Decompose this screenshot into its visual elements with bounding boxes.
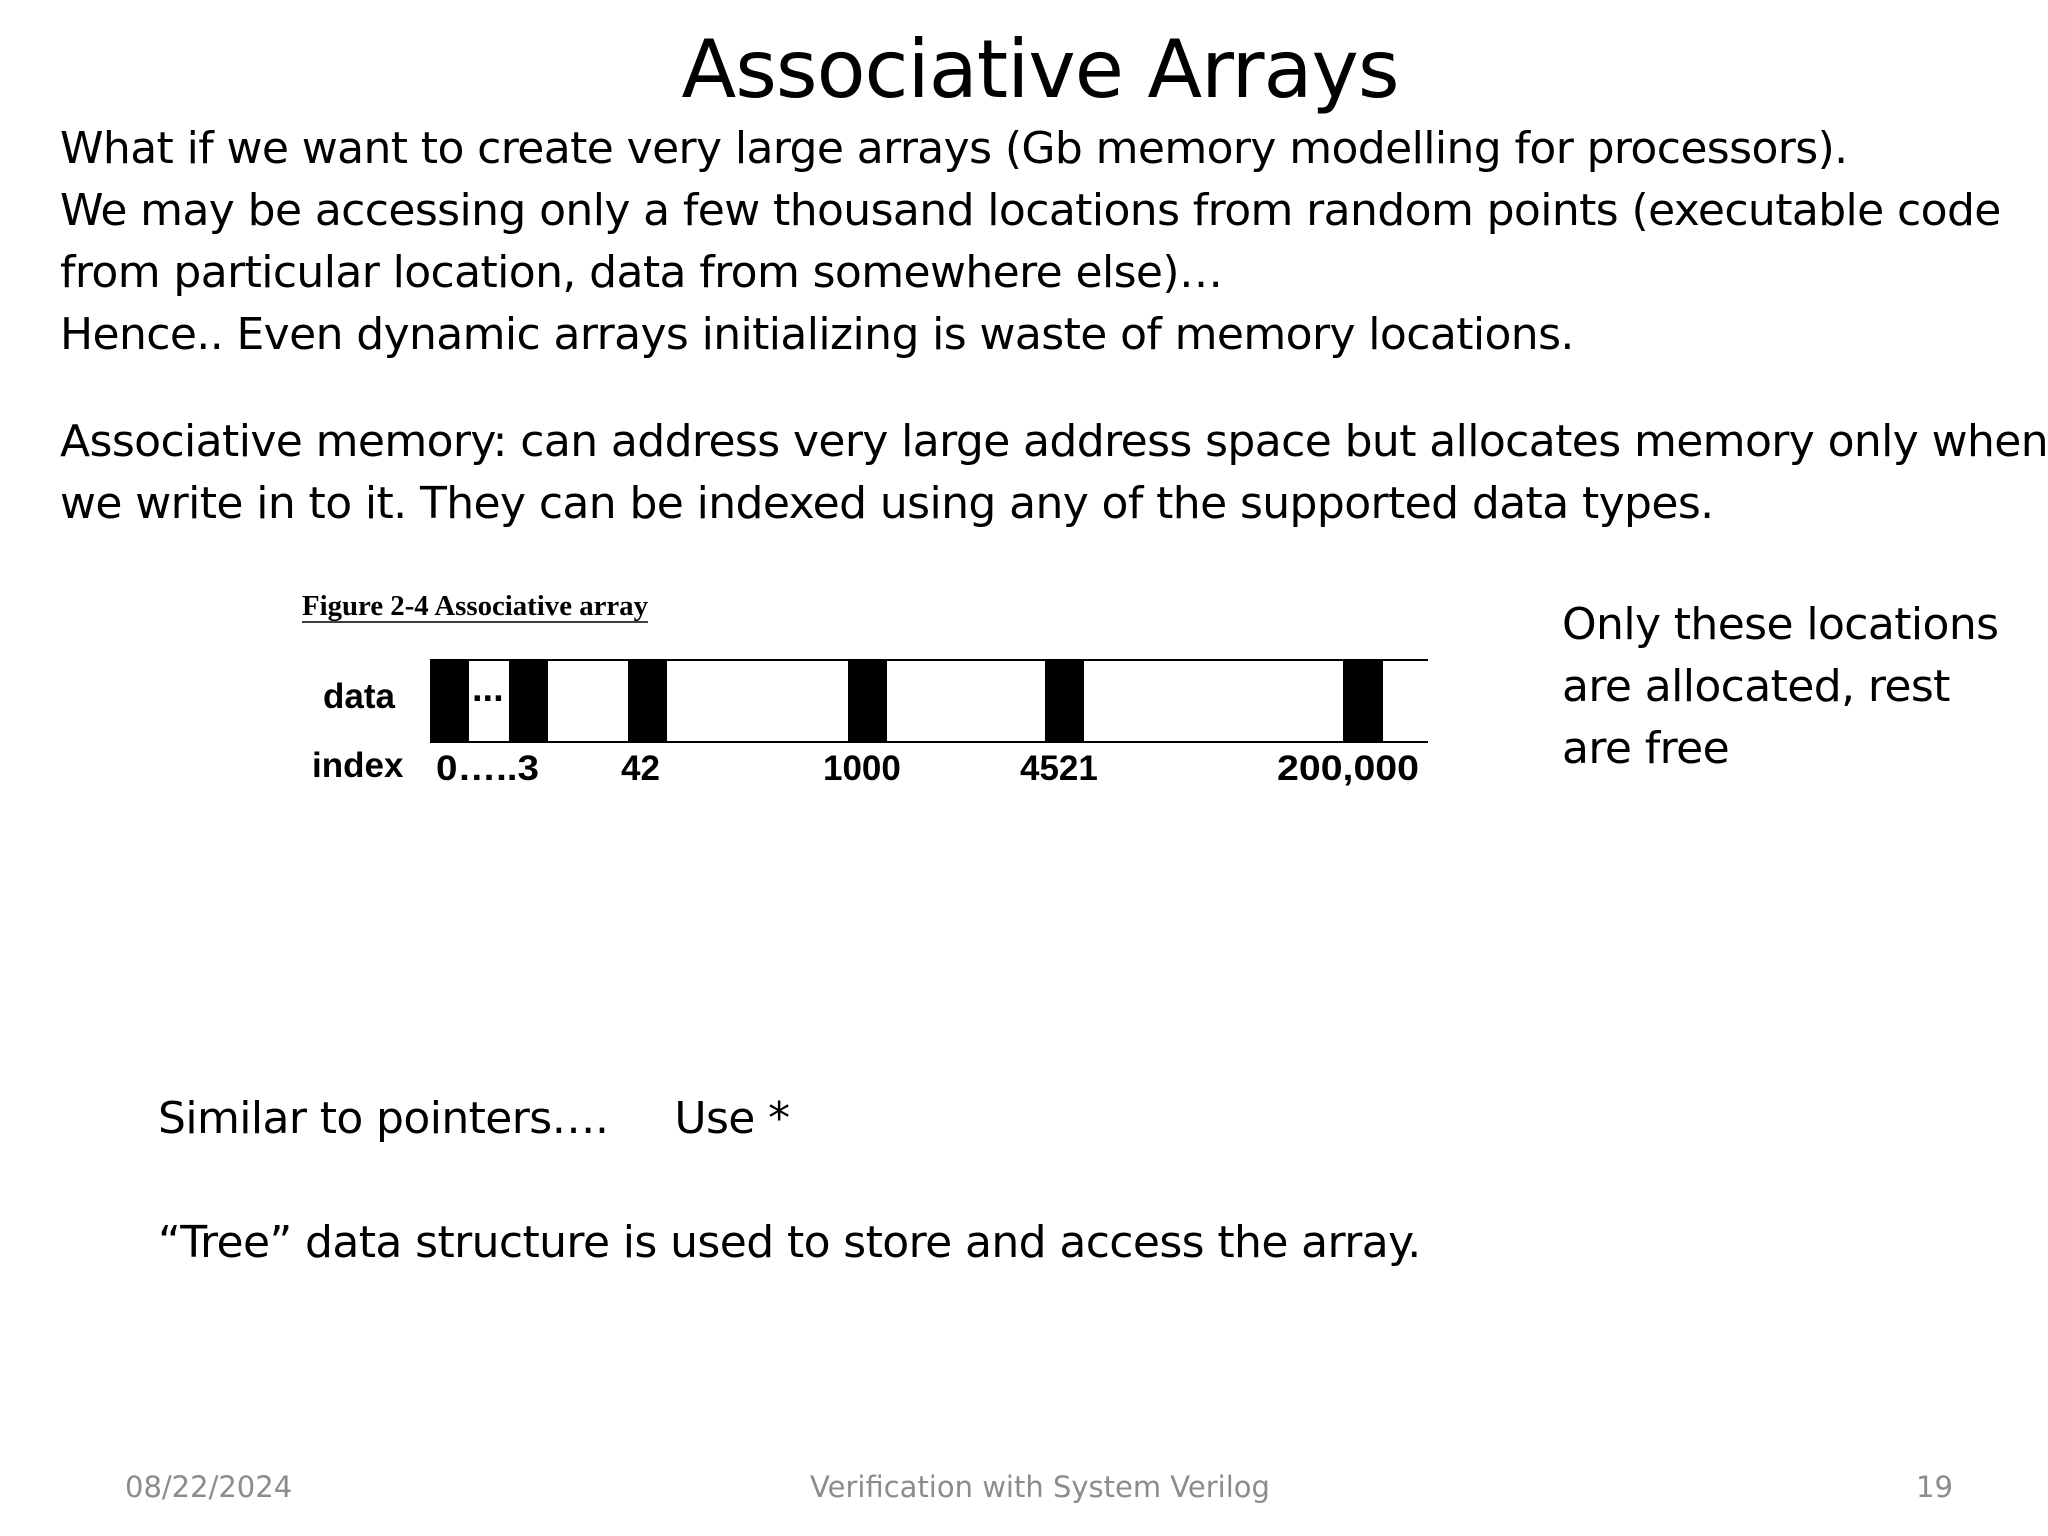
pointer-note-similar: Similar to pointers…. bbox=[158, 1093, 609, 1144]
intro-paragraph bbox=[60, 118, 2001, 366]
footer-course-title: Verification with System Verilog bbox=[810, 1470, 1270, 1504]
index-row-label: index bbox=[312, 746, 404, 785]
allocated-cell-42 bbox=[628, 659, 667, 743]
index-label-1000: 1000 bbox=[823, 749, 901, 788]
allocated-cell-3 bbox=[509, 659, 548, 743]
index-label-0-3: 0…..3 bbox=[436, 749, 539, 788]
assoc-line-1: Associative memory: can address very large address space but allocates memory only when bbox=[60, 416, 2048, 467]
intro-line-2: We may be accessing only a few thousand locations from random points (executable code bbox=[60, 185, 2001, 236]
intro-line-1: What if we want to create very large arrays (Gb memory modelling for processors). bbox=[60, 123, 1848, 174]
pointer-note-use: Use * bbox=[674, 1093, 790, 1144]
allocated-cell-1000 bbox=[848, 659, 887, 743]
pointer-note bbox=[158, 1088, 790, 1150]
intro-line-4: Hence.. Even dynamic arrays initializing is waste of memory locations. bbox=[60, 309, 1574, 360]
associative-array-figure bbox=[295, 585, 1445, 805]
dots-between-cells: ... bbox=[472, 668, 504, 710]
allocated-cell-0 bbox=[430, 659, 469, 743]
slide-title: Associative Arrays bbox=[681, 23, 1399, 116]
allocation-note-line-1: Only these locations bbox=[1562, 599, 1999, 650]
footer-page-number: 19 bbox=[1916, 1470, 1953, 1504]
data-row-label: data bbox=[323, 677, 395, 716]
index-label-4521: 4521 bbox=[1020, 749, 1098, 788]
allocation-note-line-2: are allocated, rest bbox=[1562, 661, 1950, 712]
figure-caption: Figure 2-4 Associative array bbox=[302, 590, 649, 622]
index-label-200000: 200,000 bbox=[1277, 749, 1419, 788]
assoc-line-2: we write in to it. They can be indexed using any of the supported data types. bbox=[60, 478, 1714, 529]
allocation-note bbox=[1562, 594, 1998, 780]
associative-memory-paragraph bbox=[60, 411, 2048, 535]
intro-line-3: from particular location, data from somewhere else)… bbox=[60, 247, 1223, 298]
index-label-42: 42 bbox=[621, 749, 660, 788]
allocated-cell-4521 bbox=[1045, 659, 1084, 743]
allocation-note-line-3: are free bbox=[1562, 723, 1730, 774]
tree-structure-note: “Tree” data structure is used to store and access the array. bbox=[158, 1217, 1421, 1268]
footer-date: 08/22/2024 bbox=[125, 1470, 293, 1504]
allocated-cell-200000 bbox=[1343, 659, 1383, 743]
